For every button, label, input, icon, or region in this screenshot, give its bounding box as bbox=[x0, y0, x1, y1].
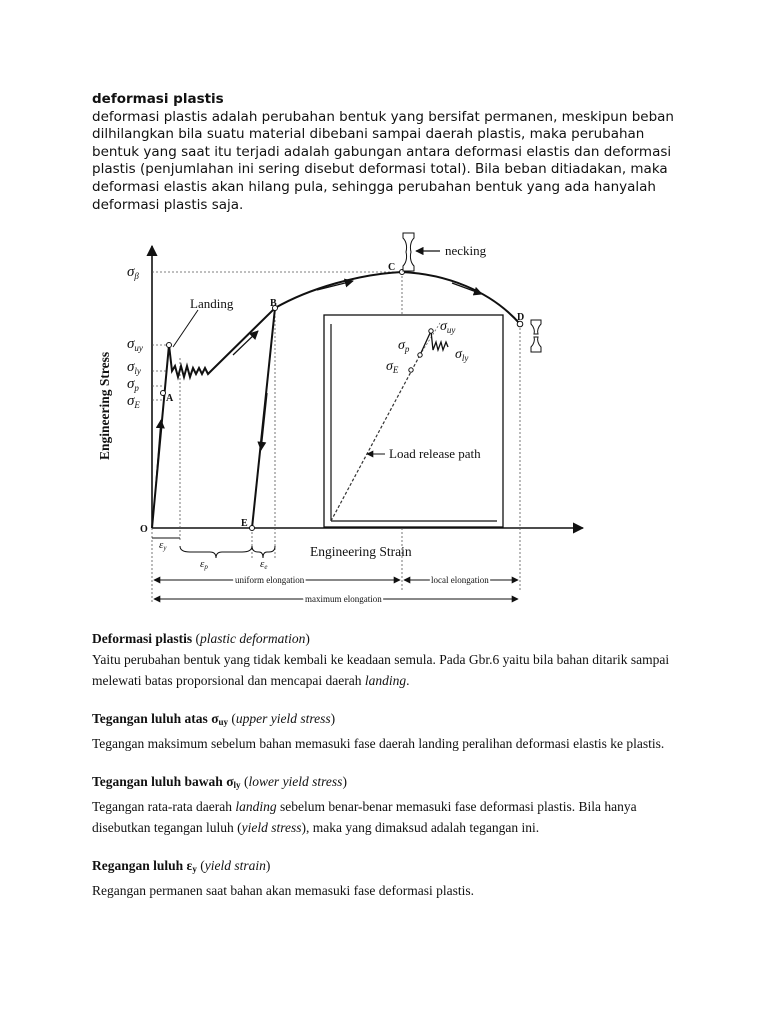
inset-panel bbox=[324, 315, 503, 527]
label-b: B bbox=[270, 298, 277, 309]
lower-heading: Tegangan luluh bawah bbox=[92, 774, 227, 789]
paren-close: ) bbox=[342, 774, 347, 789]
sigma-uy-label: $\sigma_{uy}$ bbox=[127, 336, 143, 353]
sigma-e-label: $\sigma_E$ bbox=[127, 393, 140, 410]
local-elongation-label: local elongation bbox=[431, 575, 489, 585]
arrow-loading bbox=[156, 420, 161, 483]
label-d: D bbox=[517, 312, 525, 323]
lower-term: lower yield stress bbox=[248, 774, 343, 789]
plastic-heading: Deformasi plastis bbox=[92, 631, 193, 646]
arrow-after-c bbox=[452, 283, 482, 294]
sigma-beta-label: $\sigma_\beta$ bbox=[127, 264, 139, 281]
strain-body: Regangan permanen saat bahan akan memasuki fase deformasi plastis. bbox=[92, 883, 474, 898]
plastic-term: plastic deformation bbox=[200, 631, 306, 646]
label-c: C bbox=[388, 262, 396, 273]
inset-sigma-e-label: $\sigma_E$ bbox=[386, 359, 399, 375]
inset-sigma-p-label: $\sigma_p$ bbox=[398, 338, 410, 354]
epsilon-y-label: εy bbox=[159, 539, 167, 552]
upper-yield-stress-section bbox=[92, 708, 692, 754]
ee-brace bbox=[252, 546, 275, 558]
point-a-marker bbox=[161, 391, 166, 396]
y-axis-label: Engineering Stress bbox=[97, 351, 112, 460]
upper-symbol-sub: uy bbox=[218, 717, 229, 727]
label-a: A bbox=[166, 393, 174, 404]
epsilon-p-label: εp bbox=[200, 558, 208, 571]
label-necking: necking bbox=[445, 243, 487, 258]
arrow-to-c bbox=[317, 281, 353, 290]
lower-yield-stress-section bbox=[92, 771, 692, 838]
paren-close: ) bbox=[305, 631, 310, 646]
lower-body-italic2: yield stress bbox=[241, 820, 302, 835]
lower-body bbox=[92, 796, 692, 838]
upper-symbol: σ bbox=[211, 711, 219, 726]
lower-body-part2: sebelum benar-benar memasuki fase deformasi plastis. Bila hanya disebutkan tegangan luluh ( bbox=[92, 799, 637, 835]
point-e-marker bbox=[250, 526, 255, 531]
lower-body-part3: ), maka yang dimaksud adalah tegangan ini. bbox=[301, 820, 540, 835]
fractured-specimen-icon bbox=[531, 320, 541, 352]
paren-open: ( bbox=[240, 774, 249, 789]
strain-symbol: ε bbox=[186, 858, 193, 873]
paren-close: ) bbox=[330, 711, 336, 726]
upper-term: upper yield stress bbox=[235, 711, 331, 726]
lower-body-part1: Tegangan rata-rata daerah bbox=[92, 799, 236, 814]
uniform-elongation-label: uniform elongation bbox=[235, 575, 305, 585]
lower-symbol: σ bbox=[226, 774, 234, 789]
plastic-body-italic: landing bbox=[364, 673, 407, 688]
inset-sigma-uy-label: $\sigma_{uy}$ bbox=[440, 319, 456, 335]
x-axis-label: Engineering Strain bbox=[310, 544, 412, 559]
strain-symbol-sub: y bbox=[192, 864, 197, 874]
strain-term: yield strain bbox=[204, 858, 266, 873]
landing-pointer bbox=[173, 310, 198, 347]
maximum-elongation-label: maximum elongation bbox=[305, 594, 382, 604]
stress-strain-figure bbox=[95, 228, 595, 618]
sigma-p-label: $\sigma_p$ bbox=[127, 376, 139, 393]
lower-symbol-sub: ly bbox=[233, 780, 241, 790]
ep-brace bbox=[180, 546, 252, 558]
paren-close: ) bbox=[265, 858, 271, 873]
label-e: E bbox=[241, 518, 248, 529]
intro-title: deformasi plastis bbox=[92, 91, 224, 107]
label-landing: Landing bbox=[190, 296, 234, 311]
sigma-ly-label: $\sigma_{ly}$ bbox=[127, 359, 141, 376]
strain-heading: Regangan luluh bbox=[92, 858, 187, 873]
intro-section bbox=[92, 91, 692, 214]
lower-body-italic1: landing bbox=[235, 799, 277, 814]
plastic-body bbox=[92, 649, 692, 691]
plastic-body-part2: . bbox=[406, 673, 410, 688]
definitions-section bbox=[92, 628, 692, 918]
arrow-unloading bbox=[261, 393, 267, 450]
label-origin: O bbox=[140, 524, 148, 535]
unloading-line bbox=[252, 308, 275, 528]
load-release-label: Load release path bbox=[389, 446, 481, 461]
upper-body: Tegangan maksimum sebelum bahan memasuki fase daerah landing peralihan deformasi elastis ke plastis. bbox=[92, 736, 665, 751]
paren-open: ( bbox=[192, 631, 200, 646]
yield-strain-section bbox=[92, 855, 692, 901]
point-uy-marker bbox=[167, 343, 172, 348]
intro-body: deformasi plastis adalah perubahan bentuk yang bersifat permanen, meskipun beban dilhilangkan bila suatu material dibebani sampai daerah plastis, maka perubahan bentuk yang saat itu terjadi adalah gabungan antara deformasi elastis dan deformasi plastis (penjumlahan ini sering disebut deformasi total). Bila beban ditiadakan, maka deformasi elastis akan hilang pula, sehingga perubahan bentuk yang ada hanyalah deformasi plastis saja. bbox=[92, 108, 674, 213]
paren-open: ( bbox=[228, 711, 236, 726]
inset-sigma-ly-label: $\sigma_{ly}$ bbox=[455, 347, 469, 363]
plastic-deformation-section bbox=[92, 628, 692, 691]
upper-heading: Tegangan luluh atas bbox=[92, 711, 212, 726]
paren-open: ( bbox=[196, 858, 205, 873]
epsilon-e-label: εe bbox=[260, 558, 268, 571]
arrow-strain-hardening bbox=[233, 331, 258, 355]
necking-specimen-icon bbox=[403, 233, 414, 271]
plastic-body-part1: Yaitu perubahan bentuk yang tidak kembali ke keadaan semula. Pada Gbr.6 yaitu bila bahan ditarik sampai melewati batas proporsional dan mencapai daerah bbox=[92, 652, 670, 688]
